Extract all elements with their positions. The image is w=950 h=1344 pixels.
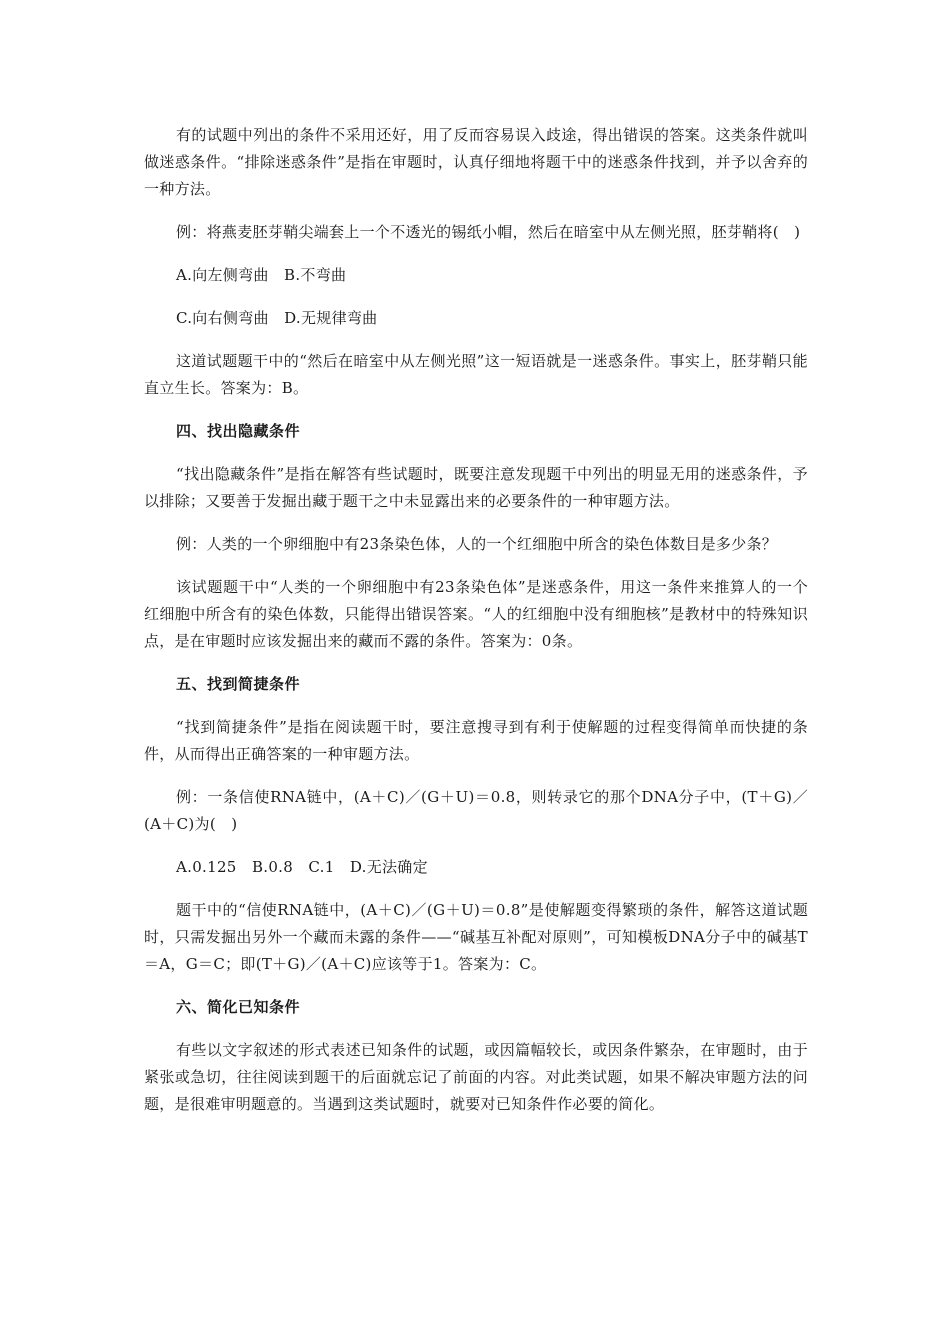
section-heading-simplify-conditions: 六、简化已知条件: [176, 998, 301, 1016]
example-question-red-blood-cell: 例：人类的一个卵细胞中有23条染色体，人的一个红细胞中所含的染色体数目是多少条？: [176, 535, 778, 553]
explanation-red-blood-cell: 该试题题干中“人类的一个卵细胞中有23条染色体”是迷惑条件，用这一条件来推算人的一个红细胞中所含有的染色体数，只能得出错误答案。“人的红细胞中没有细胞核”是教材中的特殊知识点，是在审题时应该发掘出来的藏而不露的条件。答案为：0条。: [144, 578, 808, 650]
document-page: [144, 122, 808, 1134]
paragraph-shortcut-conditions-intro: “找到简捷条件”是指在阅读题干时，要注意搜寻到有利于使解题的过程变得简单而快捷的条件，从而得出正确答案的一种审题方法。: [144, 718, 808, 763]
example-question-oat-coleoptile: 例：将燕麦胚芽鞘尖端套上一个不透光的锡纸小帽，然后在暗室中从左侧光照，胚芽鞘将( ): [176, 223, 801, 241]
section-heading-shortcut-conditions: 五、找到简捷条件: [176, 675, 301, 693]
paragraph-simplify-conditions-intro: 有些以文字叙述的形式表述已知条件的试题，或因篇幅较长，或因条件繁杂，在审题时，由于紧张或急切，往往阅读到题干的后面就忘记了前面的内容。对此类试题，如果不解决审题方法的问题，是很难审明题意的。当遇到这类试题时，就要对已知条件作必要的简化。: [144, 1041, 808, 1113]
options-a-b: A.向左侧弯曲 B.不弯曲: [176, 266, 347, 284]
paragraph-hidden-conditions-intro: “找出隐藏条件”是指在解答有些试题时，既要注意发现题干中列出的明显无用的迷惑条件，予以排除；又要善于发掘出藏于题干之中未显露出来的必要条件的一种审题方法。: [144, 465, 808, 510]
example-question-mrna: 例：一条信使RNA链中，(A＋C)／(G＋U)＝0.8，则转录它的那个DNA分子中，(T＋G)／(A＋C)为( ): [144, 788, 808, 833]
options-c-d: C.向右侧弯曲 D.无规律弯曲: [176, 309, 378, 327]
options-mrna: A.0.125 B.0.8 C.1 D.无法确定: [176, 858, 428, 876]
explanation-mrna: 题干中的“信使RNA链中，(A＋C)／(G＋U)＝0.8”是使解题变得繁琐的条件，解答这道试题时，只需发掘出另外一个藏而未露的条件——“碱基互补配对原则”，可知模板DNA分子中的碱基T＝A，G＝C；即(T＋G)／(A＋C)应该等于1。答案为：C。: [144, 901, 808, 973]
explanation-oat-coleoptile: 这道试题题干中的“然后在暗室中从左侧光照”这一短语就是一迷惑条件。事实上，胚芽鞘只能直立生长。答案为：B。: [144, 352, 808, 397]
paragraph-confusing-conditions-intro: 有的试题中列出的条件不采用还好，用了反而容易误入歧途，得出错误的答案。这类条件就叫做迷惑条件。“排除迷惑条件”是指在审题时，认真仔细地将题干中的迷惑条件找到，并予以舍弃的一种方法。: [144, 126, 808, 198]
section-heading-hidden-conditions: 四、找出隐藏条件: [176, 422, 301, 440]
